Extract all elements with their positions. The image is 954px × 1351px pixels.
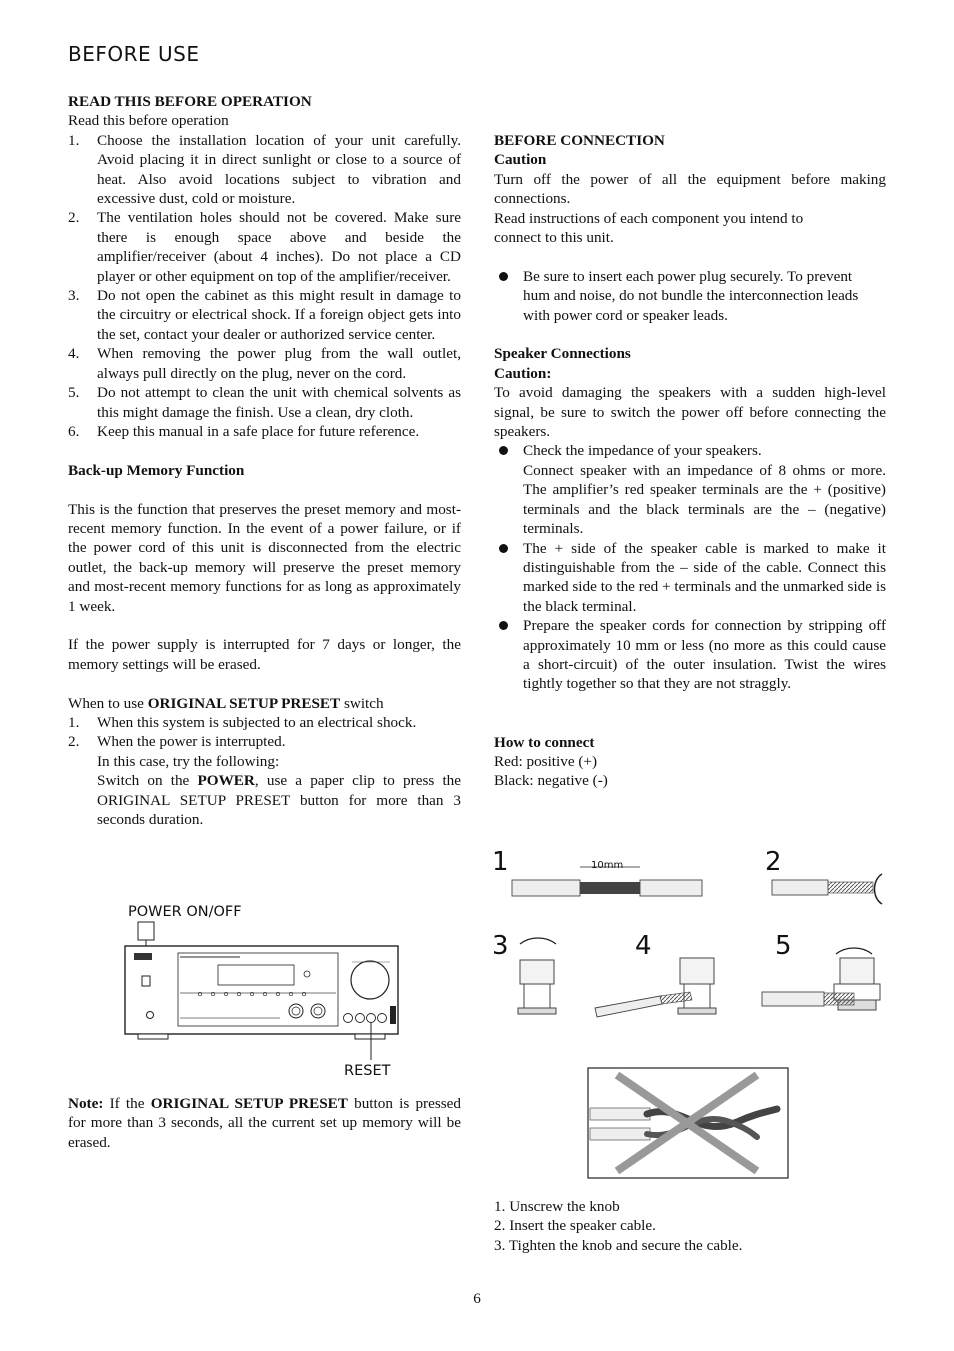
speaker-connections-title: Speaker Connections [494,345,631,363]
backup-paragraph-2: If the power supply is interrupted for 7 days or longer, the memory settings will be erased. [68,636,461,673]
when-to-use-line: When to use ORIGINAL SETUP PRESET switch [68,694,384,712]
list-item-text: Do not attempt to clean the unit with chemical solvents as this might damage the finish. Use a clean, dry cloth. [97,384,461,421]
list-item-text: When removing the power plug from the wall outlet, always pull directly on the plug, never on the cord. [97,345,461,382]
caution-heading-2: Caution: [494,364,552,382]
list-item [68,208,461,286]
step-1-text: 1. Unscrew the knob [494,1198,620,1215]
list-item-number: 3. [68,287,80,305]
reset-label: RESET [344,1063,391,1079]
connection-bullets [494,267,886,325]
wiring-steps-figure [490,840,900,1025]
note-paragraph: Note: If the ORIGINAL SETUP PRESET button is pressed for more than 3 seconds, all the current set up memory will be erased. [68,1095,461,1151]
list-item [68,344,461,383]
bullet-item: Check the impedance of your speakers. Connect speaker with an impedance of 8 ohms or more. The amplifier’s red speaker terminals are the + (positive) terminals and the black terminals are the – (negative) terminals. [494,441,886,538]
list-item-text: Choose the installation location of your unit carefully. Avoid placing it in direct sunlight or close to a source of heat. Also avoid locations subject to vibration and excessive dust, cold or moisture. [97,131,461,208]
connection-paragraph-1: Turn off the power of all the equipment before making connections. [494,170,886,208]
read-title: READ THIS BEFORE OPERATION [68,93,312,110]
backup-paragraph-1: This is the function that preserves the preset memory and most-recent memory function. In the event of a power failure, or if the power cord of this unit is disconnected from the electric outlet, the back-up memory will preserve the preset memory and most-recent memory functions for as long as approximately 1 week. [68,500,461,615]
before-connection-title: BEFORE CONNECTION [494,132,665,149]
left-column [68,92,461,829]
receiver-front-panel-figure [120,898,410,1083]
when-list [68,713,461,829]
list-item [68,286,461,344]
list-item: 2. When the power is interrupted. In this case, try the following: Switch on the POWER, use a paper clip to press the ORIGINAL SETUP PRESET button for more than 3 seconds duration. [68,733,461,828]
page-number: 6 [473,1290,481,1307]
steps-list [494,1197,886,1255]
speaker-bullets [494,441,886,693]
page-header-title: BEFORE USE [68,42,200,66]
power-on-off-label: POWER ON/OFF [128,904,242,920]
step-number-4: 4 [635,931,652,961]
step-number-3: 3 [492,931,509,961]
list-item-text: Keep this manual in a safe place for future reference. [97,422,420,440]
list-item-subtext: In this case, try the following: [97,752,280,770]
bullet-item: Be sure to insert each power plug securely. To prevent hum and noise, do not bundle the interconnection leads with power cord or speaker leads. [494,267,886,325]
incorrect-wiring-figure [587,1067,789,1179]
ten-mm-label: 10mm [591,860,624,871]
step-2-text: 2. Insert the speaker cable. [494,1217,656,1235]
right-column [494,131,886,791]
speaker-paragraph: To avoid damaging the speakers with a sudden high-level signal, be sure to switch the power off before connecting the speakers. [494,384,886,441]
read-intro: Read this before operation [68,112,229,130]
list-item [68,422,461,441]
connection-paragraph-2: Read instructions of each component you intend to connect to this unit. [494,209,804,247]
list-item [68,713,461,732]
list-item-text: The ventilation holes should not be covered. Make sure there is enough space above and beside the amplifier/receiver (about 4 inches). Do not place a CD player or other equipment on top of the amplifier/receiver. [97,209,461,285]
red-positive-line: Red: positive (+) [494,752,598,770]
list-item-text: When this system is subjected to an electrical shock. [97,713,417,731]
list-item-number: 2. [68,209,80,227]
list-item [68,383,461,422]
note-block [68,1094,461,1152]
step-number-5: 5 [775,931,792,961]
list-item-number: 4. [68,345,80,363]
caution-heading: Caution [494,151,547,169]
read-list [68,131,461,442]
black-negative-line: Black: negative (-) [494,772,608,790]
bullet-item: Prepare the speaker cords for connection by stripping off approximately 10 mm or less (no more as this could cause a short-circuit) of the outer insulation. Twist the wires tightly together so that they are not straggly. [494,616,886,694]
list-item-number: 6. [68,422,80,440]
bullet-item: The + side of the speaker cable is marked to make it distinguishable from the – side of the cable. Connect this marked side to the red + terminals and the unmarked side is the black terminal. [494,539,886,617]
list-item-text: When the power is interrupted. [97,733,286,751]
list-item-number: 1. [68,713,80,731]
list-item [68,131,461,209]
list-item-number: 2. [68,733,80,751]
list-item-number: 5. [68,384,80,402]
backup-title: Back-up Memory Function [68,461,245,479]
list-item-number: 1. [68,131,80,149]
how-to-connect-title: How to connect [494,733,595,751]
list-item-text: Do not open the cabinet as this might result in damage to the circuitry or electrical shock. If a foreign object gets into the set, contact your dealer or authorized service center. [97,287,461,343]
step-3-text: 3. Tighten the knob and secure the cable. [494,1236,743,1254]
step-number-2: 2 [765,847,782,877]
step-number-1: 1 [492,847,509,877]
